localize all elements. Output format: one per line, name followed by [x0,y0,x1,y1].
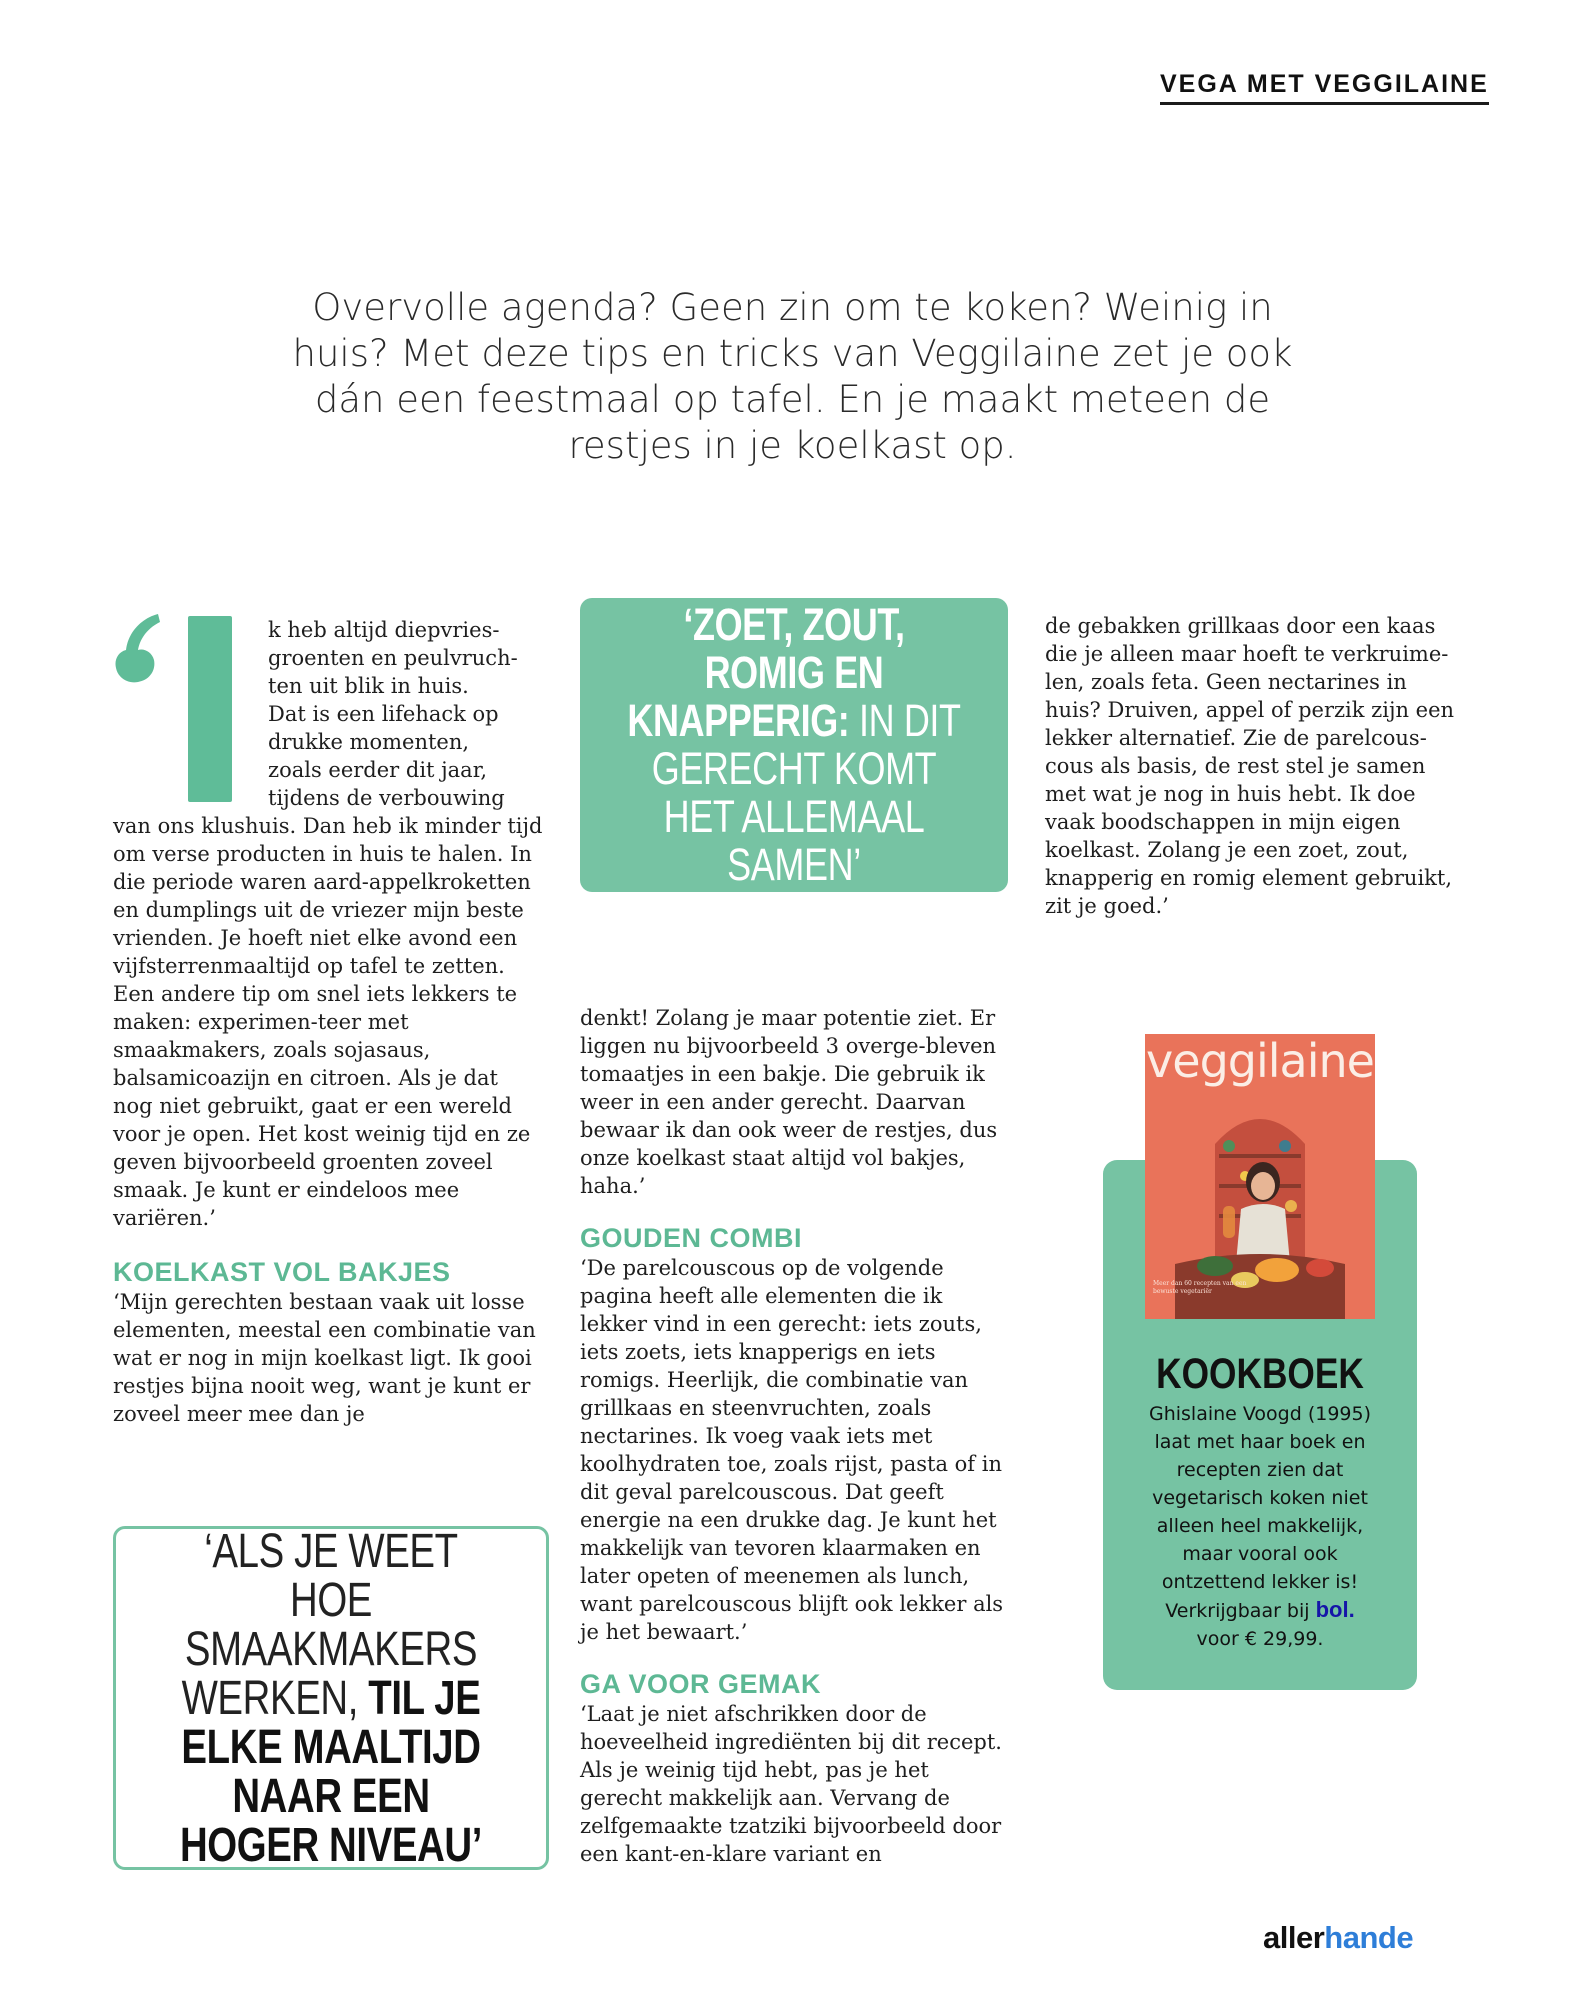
paragraph: ‘Mijn gerechten bestaan vaak uit losse elementen, meestal een combinatie van wat er nog in mijn koelkast ligt. Ik gooi restjes bijna nooit weg, want je kunt er zoveel meer mee dan je [113,1290,536,1426]
cover-title: veggilaine [1146,1034,1374,1088]
column-3 [1045,612,1465,920]
intro-paragraph-wrapped [268,616,548,812]
book-cover [1145,1034,1375,1319]
quote-mark-icon [112,608,168,688]
heading-gouden-combi: GOUDEN COMBI [580,1223,802,1253]
paragraph: ‘De parelcouscous op de volgende pagina heeft alle elementen die ik lekker vind in een gerecht: iets zouts, iets zoets, iets knapperigs en iets romigs. Heerlijk, die combinatie van grillkaas en steenvruchten, zoals nectarines. Ik voeg vaak iets met koolhydraten toe, zoals rijst, pasta of in dit geval parelcouscous. Dat geeft energie na een drukke dag. Je kunt het makkelijk van tevoren klaarmaken en later opeten of meenemen als lunch, want parelcouscous blijft ook lekker als je het bewaart.’ [580,1256,1004,1644]
wrapped-line: k heb altijd diepvries- [268,618,500,642]
section-header: VEGA MET VEGGILAINE [1160,70,1489,105]
logo-part-1: aller [1263,1920,1325,1955]
availability-label: Verkrijgbaar bij [1165,1600,1310,1622]
column-1 [113,812,543,1428]
pull-quote-bold: ‘ZOET, ZOUT, ROMIG EN KNAPPERIG: [627,599,905,746]
wrapped-line: groenten en peulvruch- [268,646,518,670]
book-text: Ghislaine Voogd (1995) laat met haar boek en recepten zien dat vegetarisch koken niet alleen heel makkelijk, maar vooral ook ontzettend lekker is! [1148,1403,1372,1593]
pull-quote-green [580,598,1008,892]
pull-quote-outlined [113,1526,549,1870]
store-logo: bol. [1315,1597,1355,1622]
wrapped-line: zoals eerder dit jaar, [268,758,488,782]
paragraph: van ons klushuis. Dan heb ik minder tijd om verse producten in huis te halen. In die periode waren aard-appelkroketten en dumplings uit de vriezer mijn beste vrienden. Je hoeft niet elke avond een vijfsterrenmaaltijd op tafel te zetten. Een andere tip om snel iets lekkers te maken: experimen-teer met smaakmakers, zoals sojasaus, balsamicoazijn en citroen. Als je dat nog niet gebruikt, gaat er een wereld voor je open. Het kost weinig tijd en ze geven bijvoorbeeld groenten zoveel smaak. Je kunt er eindeloos mee variëren.’ [113,814,543,1230]
cover-subtitle: Meer dan 60 recepten van een bewuste vegetariër [1153,1280,1247,1295]
pull-quote-light: ‘ALS JE WEET HOE SMAAKMAKERS WERKEN, [181,1524,478,1725]
pull-quote-bold: TIL JE ELKE MAALTIJD NAAR EEN HOGER NIVEAU’ [179,1671,483,1872]
paragraph: ‘Laat je niet afschrikken door de hoeveelheid ingrediënten bij dit recept. Als je weinig tijd hebt, pas je het gerecht makkelijk aan. Vervang de zelfgemaakte tzatziki bijvoorbeeld door een kant-en-klare variant en [580,1702,1002,1866]
book-description [1130,1400,1390,1653]
wrapped-line: Dat is een lifehack op [268,702,499,726]
wrapped-line: drukke momenten, [268,730,470,754]
column-2 [580,1004,1010,1868]
availability [1130,1596,1390,1625]
wrapped-line: ten uit blik in huis. [268,674,469,698]
logo-part-2: hande [1324,1920,1414,1955]
heading-ga-voor-gemak: GA VOOR GEMAK [580,1669,822,1699]
heading-koelkast: KOELKAST VOL BAKJES [113,1257,451,1287]
wrapped-line: tijdens de verbouwing [268,786,505,810]
intro-text: Overvolle agenda? Geen zin om te koken? Weinig in huis? Met deze tips en tricks van Veggilaine zet je ook dán een feestmaal op tafel. En je maakt meteen de restjes in je koelkast op. [292,286,1293,467]
paragraph: de gebakken grillkaas door een kaas die je alleen maar hoeft te verkruime-len, zoals feta. Geen nectarines in huis? Druiven, appel of perzik zijn een lekker alternatief. Zie de parelcous-cous als basis, de rest stel je samen met wat je nog in huis hebt. Ik doe vaak boodschappen in mijn eigen koelkast. Zolang je een zoet, zout, knapperig en romig element gebruikt, zit je goed.’ [1045,614,1455,918]
paragraph: denkt! Zolang je maar potentie ziet. Er liggen nu bijvoorbeeld 3 overge-bleven tomaatjes in een bakje. Die gebruik ik weer in een ander gerecht. Daarvan bewaar ik dan ook weer de restjes, dus onze koelkast staat altijd vol bakjes, haha.’ [580,1006,998,1198]
book-heading: KOOKBOEK [1156,1350,1364,1398]
pull-quote-light: IN DIT GERECHT KOMT HET ALLEMAAL SAMEN’ [651,695,961,890]
book-price: voor € 29,99. [1196,1628,1324,1650]
magazine-logo [1263,1920,1413,1956]
drop-cap [188,616,232,802]
